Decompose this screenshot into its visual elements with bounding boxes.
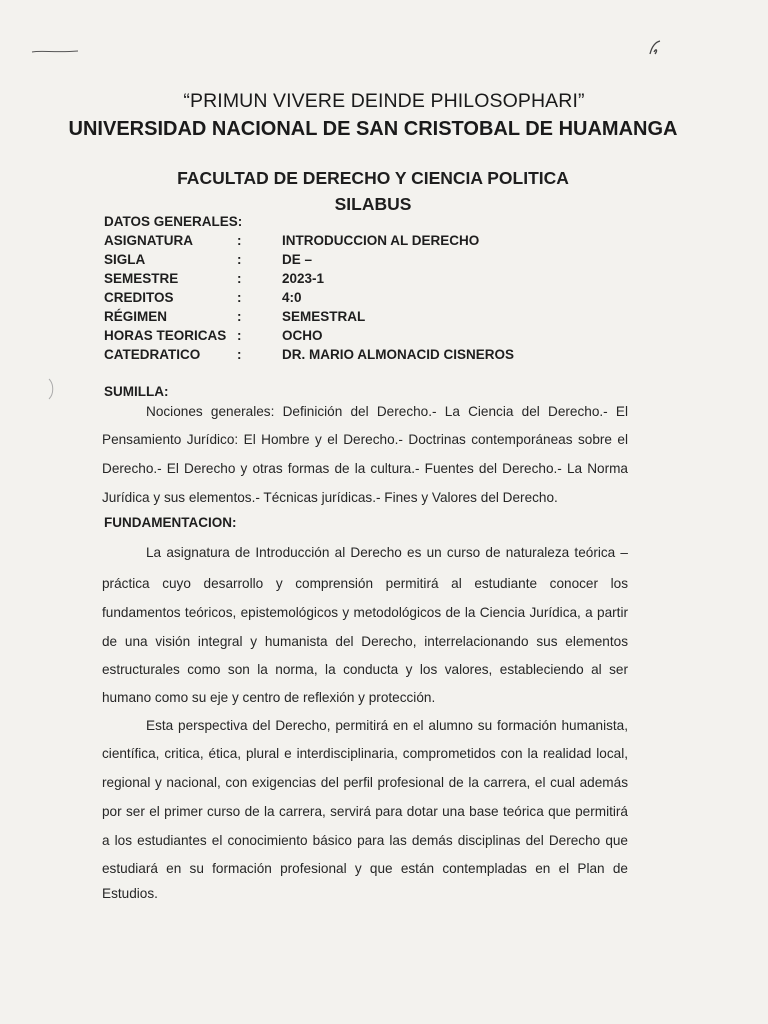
data-value: DR. MARIO ALMONACID CISNEROS	[282, 347, 514, 362]
data-value: OCHO	[282, 328, 323, 343]
text-line: científica, critica, ética, plural e interdisciplinaria, comprometidos con la realidad local,	[102, 746, 628, 761]
sumilla-heading: SUMILLA:	[104, 384, 169, 399]
data-separator: :	[237, 252, 242, 267]
text-line: estructurales como son la norma, la conducta y los valores, estableciendo al ser	[102, 662, 628, 677]
data-separator: :	[237, 233, 242, 248]
handwritten-mark	[646, 38, 664, 58]
text-line: regional y nacional, con exigencias del perfil profesional de la carrera, el cual además	[102, 775, 628, 790]
data-separator: :	[237, 347, 242, 362]
general-data-heading: DATOS GENERALES:	[104, 214, 243, 229]
data-separator: :	[237, 328, 242, 343]
data-value: INTRODUCCION AL DERECHO	[282, 233, 480, 248]
text-line: fundamentos teóricos, epistemológicos y metodológicos de la Ciencia Jurídica, a partir	[102, 605, 628, 620]
data-separator: :	[237, 271, 242, 286]
data-label: SEMESTRE	[104, 271, 179, 286]
text-line: Estudios.	[102, 886, 158, 901]
text-line: de una visión integral y humanista del Derecho, interrelacionando sus elementos	[102, 634, 628, 649]
text-line: práctica cuyo desarrollo y comprensión permitirá al estudiante conocer los	[102, 576, 628, 591]
text-line: a los estudiantes el conocimiento básico para las demás disciplinas del Derecho que	[102, 833, 628, 848]
text-line: La asignatura de Introducción al Derecho es un curso de naturaleza teórica –	[146, 545, 628, 560]
document-type: SILABUS	[334, 194, 412, 214]
fundamentacion-heading: FUNDAMENTACION:	[104, 515, 237, 530]
text-line: Jurídica y sus elementos.- Técnicas jurídicas.- Fines y Valores del Derecho.	[102, 490, 558, 505]
text-line: estudiará en su formación profesional y que están contempladas en el Plan de	[102, 861, 628, 876]
text-line: Derecho.- El Derecho y otras formas de la cultura.- Fuentes del Derecho.- La Norma	[102, 461, 628, 476]
data-value: DE –	[282, 252, 313, 267]
data-label: CATEDRATICO	[104, 347, 201, 362]
text-line: por ser el primer curso de la carrera, servirá para dotar una base teórica que permitirá	[102, 804, 628, 819]
university-name: UNIVERSIDAD NACIONAL DE SAN CRISTOBAL DE HUAMANGA	[68, 118, 678, 140]
data-separator: :	[237, 290, 242, 305]
data-label: HORAS TEORICAS	[104, 328, 227, 343]
text-line: Nociones generales: Definición del Derecho.- La Ciencia del Derecho.- El	[146, 404, 628, 419]
margin-bracket-mark	[46, 378, 56, 400]
data-value: SEMESTRAL	[282, 309, 366, 324]
motto: “PRIMUN VIVERE DEINDE PHILOSOPHARI”	[183, 90, 585, 112]
data-value: 4:0	[282, 290, 302, 305]
data-value: 2023-1	[282, 271, 325, 286]
faculty-name: FACULTAD DE DERECHO Y CIENCIA POLITICA	[177, 168, 569, 188]
data-label: CREDITOS	[104, 290, 174, 305]
data-label: SIGLA	[104, 252, 146, 267]
data-separator: :	[237, 309, 242, 324]
text-line: humano como su eje y centro de reflexión y protección.	[102, 690, 436, 705]
text-line: Pensamiento Jurídico: El Hombre y el Derecho.- Doctrinas contemporáneas sobre el	[102, 432, 628, 447]
data-label: RÉGIMEN	[104, 309, 168, 324]
text-line: Esta perspectiva del Derecho, permitirá en el alumno su formación humanista,	[146, 718, 628, 733]
pen-stroke-mark	[30, 48, 80, 54]
data-label: ASIGNATURA	[104, 233, 193, 248]
